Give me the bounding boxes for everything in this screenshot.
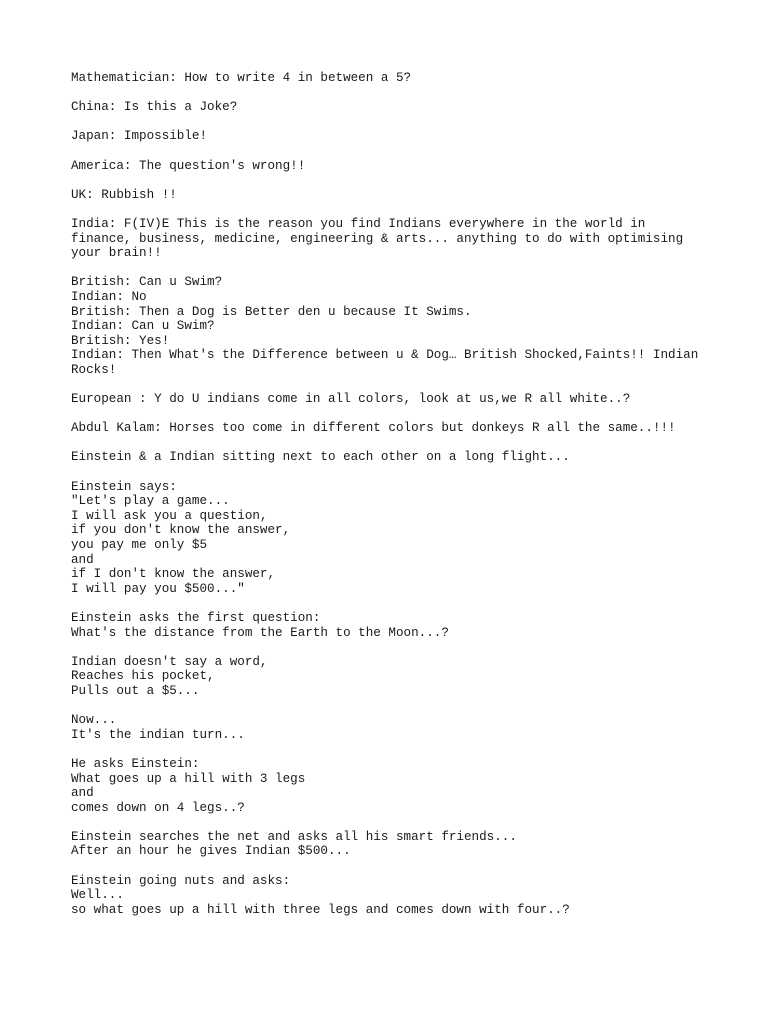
text-line: if you don't know the answer,	[71, 523, 291, 538]
text-line: Einstein searches the net and asks all his smart friends...	[71, 829, 517, 844]
text-line: He asks Einstein:	[71, 756, 200, 771]
text-paragraph	[71, 275, 711, 377]
text-paragraph	[71, 188, 711, 203]
text-line: America: The question's wrong!!	[71, 158, 306, 173]
text-line: Indian: Then What's the Difference between u & Dog… British Shocked,Faints!! Indian Rocks!	[71, 348, 706, 377]
text-line: European : Y do U indians come in all colors, look at us,we R all white..?	[71, 392, 631, 407]
text-line: Mathematician: How to write 4 in between a 5?	[71, 71, 412, 85]
text-line: What's the distance from the Earth to the Moon...?	[71, 625, 449, 640]
text-paragraph	[71, 450, 711, 465]
text-paragraph	[71, 100, 711, 115]
document-page	[71, 71, 711, 932]
text-line: Well...	[71, 888, 124, 903]
text-paragraph	[71, 830, 711, 859]
text-line: I will pay you $500..."	[71, 581, 245, 596]
text-paragraph	[71, 480, 711, 597]
text-paragraph	[71, 611, 711, 640]
text-line: UK: Rubbish !!	[71, 187, 177, 202]
text-line: British: Can u Swim?	[71, 275, 223, 290]
text-line: "Let's play a game...	[71, 494, 230, 509]
text-paragraph	[71, 129, 711, 144]
text-paragraph	[71, 71, 711, 86]
text-line: Pulls out a $5...	[71, 683, 200, 698]
text-paragraph	[71, 874, 711, 918]
text-paragraph	[71, 713, 711, 742]
text-line: What goes up a hill with 3 legs	[71, 771, 306, 786]
text-line: After an hour he gives Indian $500...	[71, 844, 351, 859]
text-line: China: Is this a Joke?	[71, 100, 238, 115]
text-line: if I don't know the answer,	[71, 567, 276, 582]
text-line: Einstein going nuts and asks:	[71, 873, 291, 888]
text-line: and	[71, 552, 94, 567]
text-paragraph	[71, 421, 711, 436]
text-line: It's the indian turn...	[71, 727, 245, 742]
text-paragraph	[71, 392, 711, 407]
text-line: comes down on 4 legs..?	[71, 800, 245, 815]
text-line: and	[71, 786, 94, 801]
text-line: Reaches his pocket,	[71, 669, 215, 684]
text-line: British: Yes!	[71, 333, 170, 348]
text-line: Now...	[71, 713, 117, 728]
text-line: you pay me only $5	[71, 538, 208, 552]
text-line: so what goes up a hill with three legs and comes down with four..?	[71, 902, 570, 917]
text-paragraph	[71, 655, 711, 699]
text-line: British: Then a Dog is Better den u because It Swims.	[71, 304, 472, 319]
text-paragraph	[71, 757, 711, 815]
text-line: Indian doesn't say a word,	[71, 654, 268, 669]
text-line: Japan: Impossible!	[71, 129, 208, 144]
text-line: Einstein says:	[71, 479, 177, 494]
text-line: Indian: Can u Swim?	[71, 319, 215, 334]
text-paragraph	[71, 217, 711, 261]
text-line: I will ask you a question,	[71, 508, 268, 523]
text-line: India: F(IV)E This is the reason you find Indians everywhere in the world in finance, business, medicine, engineering & arts... anything to do with optimising your brain!!	[71, 216, 691, 261]
text-line: Indian: No	[71, 289, 147, 304]
text-line: Einstein asks the first question:	[71, 610, 321, 625]
text-line: Abdul Kalam: Horses too come in different colors but donkeys R all the same..!!!	[71, 421, 676, 436]
text-line: Einstein & a Indian sitting next to each other on a long flight...	[71, 450, 570, 465]
text-paragraph	[71, 159, 711, 174]
